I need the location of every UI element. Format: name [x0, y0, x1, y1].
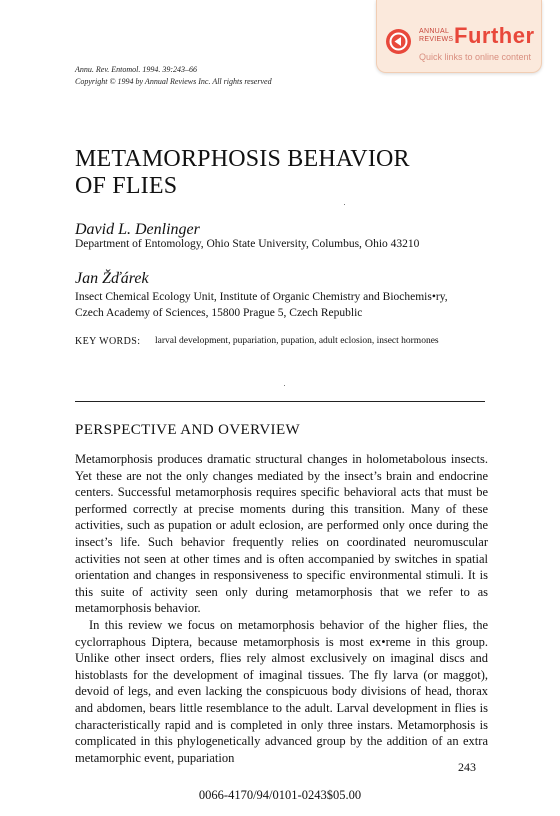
publisher-line2: REVIEWS — [419, 36, 454, 43]
body-text — [75, 451, 488, 766]
paragraph: In this review we focus on metamorphosis behavior of the higher flies, the cyclorraphous Diptera, because metamorphosis is most ex•reme in this group. Unlike other insect orders, flies rely almost exclusively on imaginal discs and histoblasts for the development of imaginal tissues. The fly larva (or maggot), devoid of legs, and even lacking the conspicuous body divisions of head, thorax and abdomen, bears little resemblance to the adult. Larval development in flies is characteristically rapid and is completed in only three instars. Metamorphosis is complicated in this phylogenetically advanced group by the addition of an extra metamorphic event, pupariation — [75, 617, 488, 765]
affiliation-line: Insect Chemical Ecology Unit, Institute of Organic Chemistry and Biochemis•ry, — [75, 291, 448, 303]
title-line1: METAMORPHOSIS BEHAVIOR — [75, 146, 410, 172]
author-affiliation — [75, 289, 448, 321]
title-line2: OF FLIES — [75, 173, 178, 199]
keywords-list: larval development, pupariation, pupation, adult eclosion, insect hormones — [155, 336, 439, 346]
journal-citation — [75, 64, 272, 88]
section-divider — [75, 401, 485, 402]
citation-line1: Annu. Rev. Entomol. 1994. 39:243–66 — [75, 65, 198, 74]
publisher-wordmark — [419, 28, 453, 44]
paragraph: Metamorphosis produces dramatic structural changes in holometabolous insects. Yet these are not the only changes mediated by the insect’s brain and endocrine centers. Successful metamorphosis requires specific behavioral acts that must be performed correctly at precise moments during this transition. Many of these activities, such as pupation or adult eclosion, are performed only once during the insect’s life. Such behavior frequently relies on coordinated neuromuscular activities not seen at other times and is often accompanied by switches in spatial orientation and changes in responsiveness to specific environmental stimuli. It is this suite of activity seen only during metamorphosis that we refer to as metamorphosis behavior. — [75, 452, 488, 616]
play-arrow-icon[interactable] — [386, 29, 411, 54]
keywords — [75, 336, 439, 347]
further-badge[interactable] — [376, 0, 542, 73]
article-title — [75, 146, 410, 200]
citation-line2: Copyright © 1994 by Annual Reviews Inc. All rights reserved — [75, 77, 272, 86]
section-heading: PERSPECTIVE AND OVERVIEW — [75, 422, 301, 438]
affiliation-line: Department of Entomology, Ohio State University, Columbus, Ohio 43210 — [75, 238, 420, 250]
issn-code: 0066-4170/94/0101-0243$05.00 — [198, 788, 362, 802]
author-affiliation — [75, 236, 419, 252]
keywords-label: KEY WORDS: — [75, 336, 141, 347]
further-brand[interactable]: Further — [454, 23, 535, 48]
author-name: David L. Denlinger — [75, 221, 200, 238]
page-number: 243 — [458, 760, 476, 774]
publisher-line1: ANNUAL — [419, 28, 450, 35]
affiliation-line: Czech Academy of Sciences, 15800 Prague 5, Czech Republic — [75, 307, 363, 319]
further-tagline: Quick links to online content — [419, 52, 532, 62]
author-name: Jan Žďárek — [75, 270, 149, 287]
scan-speck — [344, 204, 345, 205]
scan-speck — [284, 385, 285, 386]
